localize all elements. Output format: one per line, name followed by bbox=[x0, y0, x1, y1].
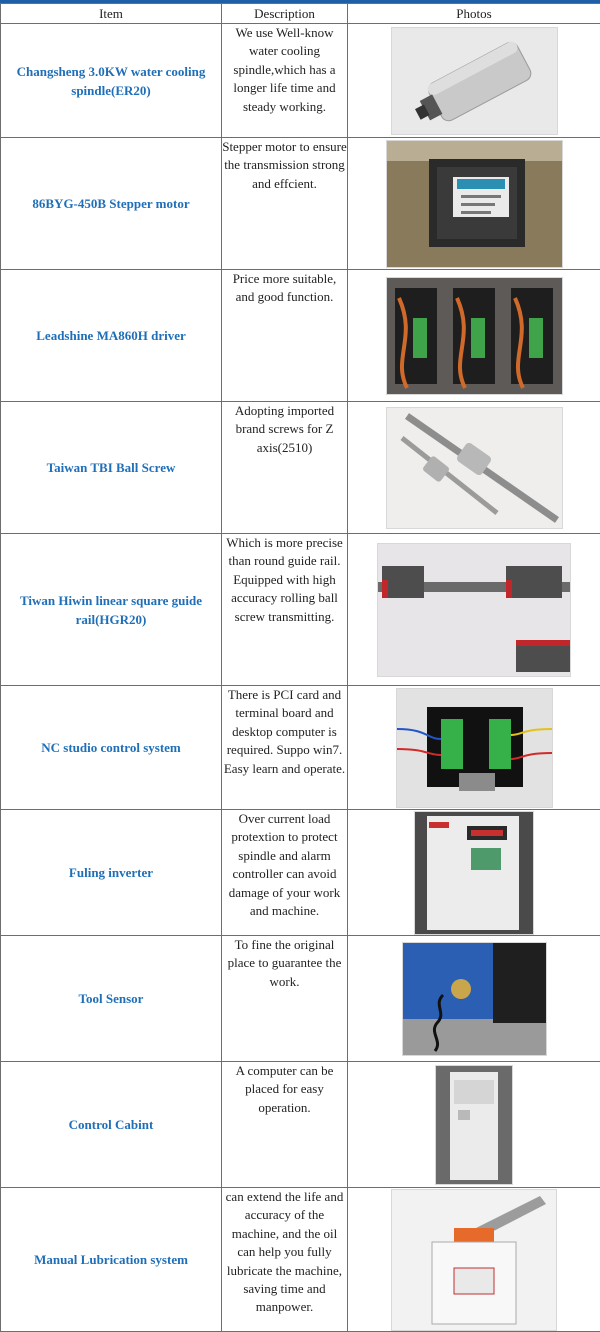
item-name: Manual Lubrication system bbox=[1, 1188, 222, 1332]
table-row bbox=[1, 534, 600, 686]
item-name: Taiwan TBI Ball Screw bbox=[1, 402, 222, 534]
header-description: Description bbox=[222, 4, 348, 24]
driver-photo bbox=[386, 277, 563, 395]
item-photo-cell bbox=[348, 1062, 600, 1188]
item-description: Over current load protextion to protect spindle and alarm controller can avoid damage of your work and machine. bbox=[222, 810, 348, 936]
control-board-photo bbox=[396, 688, 553, 808]
control-cabinet-photo bbox=[435, 1065, 513, 1185]
table-row bbox=[1, 1188, 600, 1332]
table-row bbox=[1, 138, 600, 270]
spec-table bbox=[0, 3, 600, 1332]
item-description: A computer can be placed for easy operation. bbox=[222, 1062, 348, 1188]
item-name: Control Cabint bbox=[1, 1062, 222, 1188]
ball-screw-photo bbox=[386, 407, 563, 529]
table-header-row bbox=[1, 4, 600, 24]
table-row bbox=[1, 402, 600, 534]
header-photos: Photos bbox=[348, 4, 600, 24]
item-name: Tool Sensor bbox=[1, 936, 222, 1062]
table-row bbox=[1, 24, 600, 138]
inverter-photo bbox=[414, 811, 534, 935]
item-description: We use Well-know water cooling spindle,which has a longer life time and steady working. bbox=[222, 24, 348, 138]
item-photo-cell bbox=[348, 534, 600, 686]
item-photo-cell bbox=[348, 402, 600, 534]
spindle-photo bbox=[391, 27, 558, 135]
table-row bbox=[1, 686, 600, 810]
item-description: There is PCI card and terminal board and desktop computer is required. Suppo win7. Easy learn and operate. bbox=[222, 686, 348, 810]
item-name: Changsheng 3.0KW water cooling spindle(ER20) bbox=[1, 24, 222, 138]
item-photo-cell bbox=[348, 24, 600, 138]
tool-sensor-photo bbox=[402, 942, 547, 1056]
table-row bbox=[1, 810, 600, 936]
table-row bbox=[1, 270, 600, 402]
item-photo-cell bbox=[348, 936, 600, 1062]
item-description: To fine the original place to guarantee the work. bbox=[222, 936, 348, 1062]
item-name: Tiwan Hiwin linear square guide rail(HGR20) bbox=[1, 534, 222, 686]
item-name: 86BYG-450B Stepper motor bbox=[1, 138, 222, 270]
item-photo-cell bbox=[348, 138, 600, 270]
item-photo-cell bbox=[348, 810, 600, 936]
item-description: can extend the life and accuracy of the machine, and the oil can help you fully lubricate the machine, saving time and manpower. bbox=[222, 1188, 348, 1332]
header-item: Item bbox=[1, 4, 222, 24]
item-description: Adopting imported brand screws for Z axis(2510) bbox=[222, 402, 348, 534]
item-description: Which is more precise than round guide rail. Equipped with high accuracy rolling ball screw transmitting. bbox=[222, 534, 348, 686]
item-description: Stepper motor to ensure the transmission strong and effcient. bbox=[222, 138, 348, 270]
item-name: NC studio control system bbox=[1, 686, 222, 810]
item-photo-cell bbox=[348, 686, 600, 810]
table-row bbox=[1, 936, 600, 1062]
item-photo-cell bbox=[348, 1188, 600, 1332]
item-description: Price more suitable, and good function. bbox=[222, 270, 348, 402]
linear-guide-photo bbox=[377, 543, 571, 677]
lubrication-photo bbox=[391, 1189, 557, 1331]
item-name: Fuling inverter bbox=[1, 810, 222, 936]
table-row bbox=[1, 1062, 600, 1188]
item-photo-cell bbox=[348, 270, 600, 402]
item-name: Leadshine MA860H driver bbox=[1, 270, 222, 402]
stepper-motor-photo bbox=[386, 140, 563, 268]
